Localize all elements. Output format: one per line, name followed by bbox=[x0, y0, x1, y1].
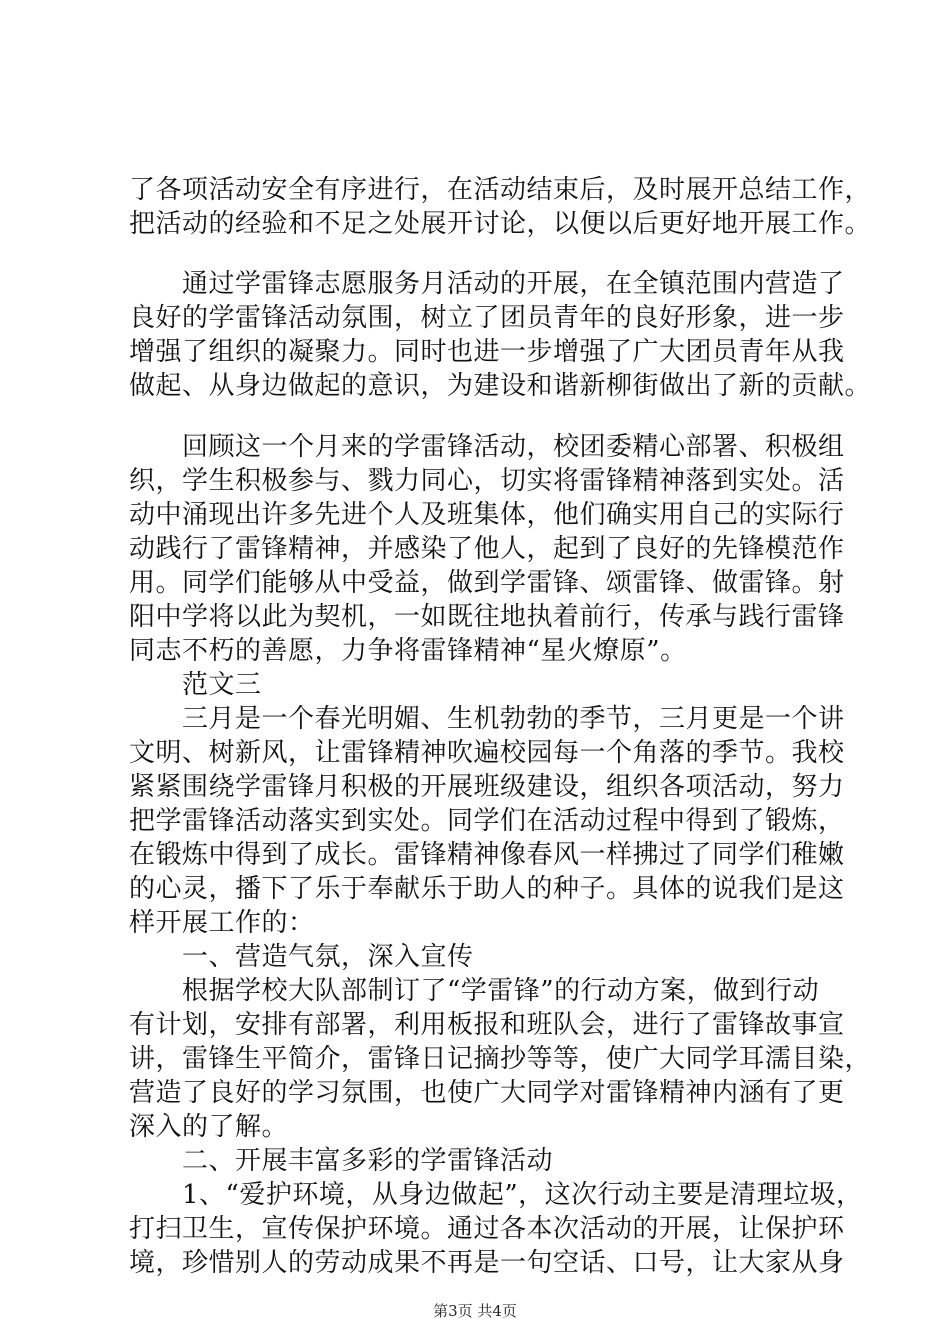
subsection-heading: 一、营造气氛，深入宣传 bbox=[182, 942, 474, 972]
page-number-footer: 第3页 共4页 bbox=[433, 1302, 517, 1320]
text-line: 深入的了解。 bbox=[129, 1112, 289, 1142]
subsection-heading: 二、开展丰富多彩的学雷锋活动 bbox=[182, 1146, 554, 1176]
text-line: 用。同学们能够从中受益，做到学雷锋、颂雷锋、做雷锋。射 bbox=[129, 568, 845, 598]
text-line: 把活动的经验和不足之处展开讨论，以便以后更好地开展工作。 bbox=[129, 209, 872, 239]
text-line: 回顾这一个月来的学雷锋活动，校团委精心部署、积极组 bbox=[182, 432, 845, 462]
text-line: 良好的学雷锋活动氛围，树立了团员青年的良好形象，进一步 bbox=[129, 303, 845, 333]
text-line: 紧紧围绕学雷锋月积极的开展班级建设，组织各项活动，努力 bbox=[129, 772, 845, 802]
text-line: 根据学校大队部制订了“学雷锋”的行动方案，做到行动 bbox=[182, 976, 820, 1006]
text-line: 1、“爱护环境，从身边做起”，这次行动主要是清理垃圾， bbox=[182, 1180, 863, 1210]
text-line: 有计划，安排有部署，利用板报和班队会，进行了雷锋故事宣 bbox=[129, 1010, 845, 1040]
text-line: 做起、从身边做起的意识，为建设和谐新柳街做出了新的贡献。 bbox=[129, 371, 872, 401]
text-line: 把学雷锋活动落实到实处。同学们在活动过程中得到了锻炼， bbox=[129, 806, 845, 836]
text-line: 织，学生积极参与、戮力同心，切实将雷锋精神落到实处。活 bbox=[129, 466, 845, 496]
text-line: 同志不朽的善愿，力争将雷锋精神“星火燎原”。 bbox=[129, 636, 687, 666]
text-line: 的心灵，播下了乐于奉献乐于助人的种子。具体的说我们是这 bbox=[129, 874, 845, 904]
text-line: 讲，雷锋生平简介，雷锋日记摘抄等等，使广大同学耳濡目染， bbox=[129, 1044, 872, 1074]
text-line: 样开展工作的： bbox=[129, 908, 315, 938]
text-line: 动中涌现出许多先进个人及班集体，他们确实用自己的实际行 bbox=[129, 500, 845, 530]
text-line: 在锻炼中得到了成长。雷锋精神像春风一样拂过了同学们稚嫩 bbox=[129, 840, 845, 870]
text-line: 营造了良好的学习氛围，也使广大同学对雷锋精神内涵有了更 bbox=[129, 1078, 845, 1108]
text-line: 阳中学将以此为契机，一如既往地执着前行，传承与践行雷锋 bbox=[129, 602, 845, 632]
text-line: 文明、树新风，让雷锋精神吹遍校园每一个角落的季节。我校 bbox=[129, 738, 845, 768]
text-line: 打扫卫生，宣传保护环境。通过各本次活动的开展，让保护环 bbox=[129, 1214, 845, 1244]
text-line: 境，珍惜别人的劳动成果不再是一句空话、口号，让大家从身 bbox=[129, 1248, 845, 1278]
text-line: 通过学雷锋志愿服务月活动的开展，在全镇范围内营造了 bbox=[182, 269, 845, 299]
section-heading: 范文三 bbox=[182, 670, 262, 700]
text-line: 动践行了雷锋精神，并感染了他人，起到了良好的先锋模范作 bbox=[129, 534, 845, 564]
text-line: 了各项活动安全有序进行，在活动结束后，及时展开总结工作， bbox=[129, 175, 872, 205]
text-line: 三月是一个春光明媚、生机勃勃的季节，三月更是一个讲 bbox=[182, 704, 845, 734]
text-line: 增强了组织的凝聚力。同时也进一步增强了广大团员青年从我 bbox=[129, 337, 845, 367]
